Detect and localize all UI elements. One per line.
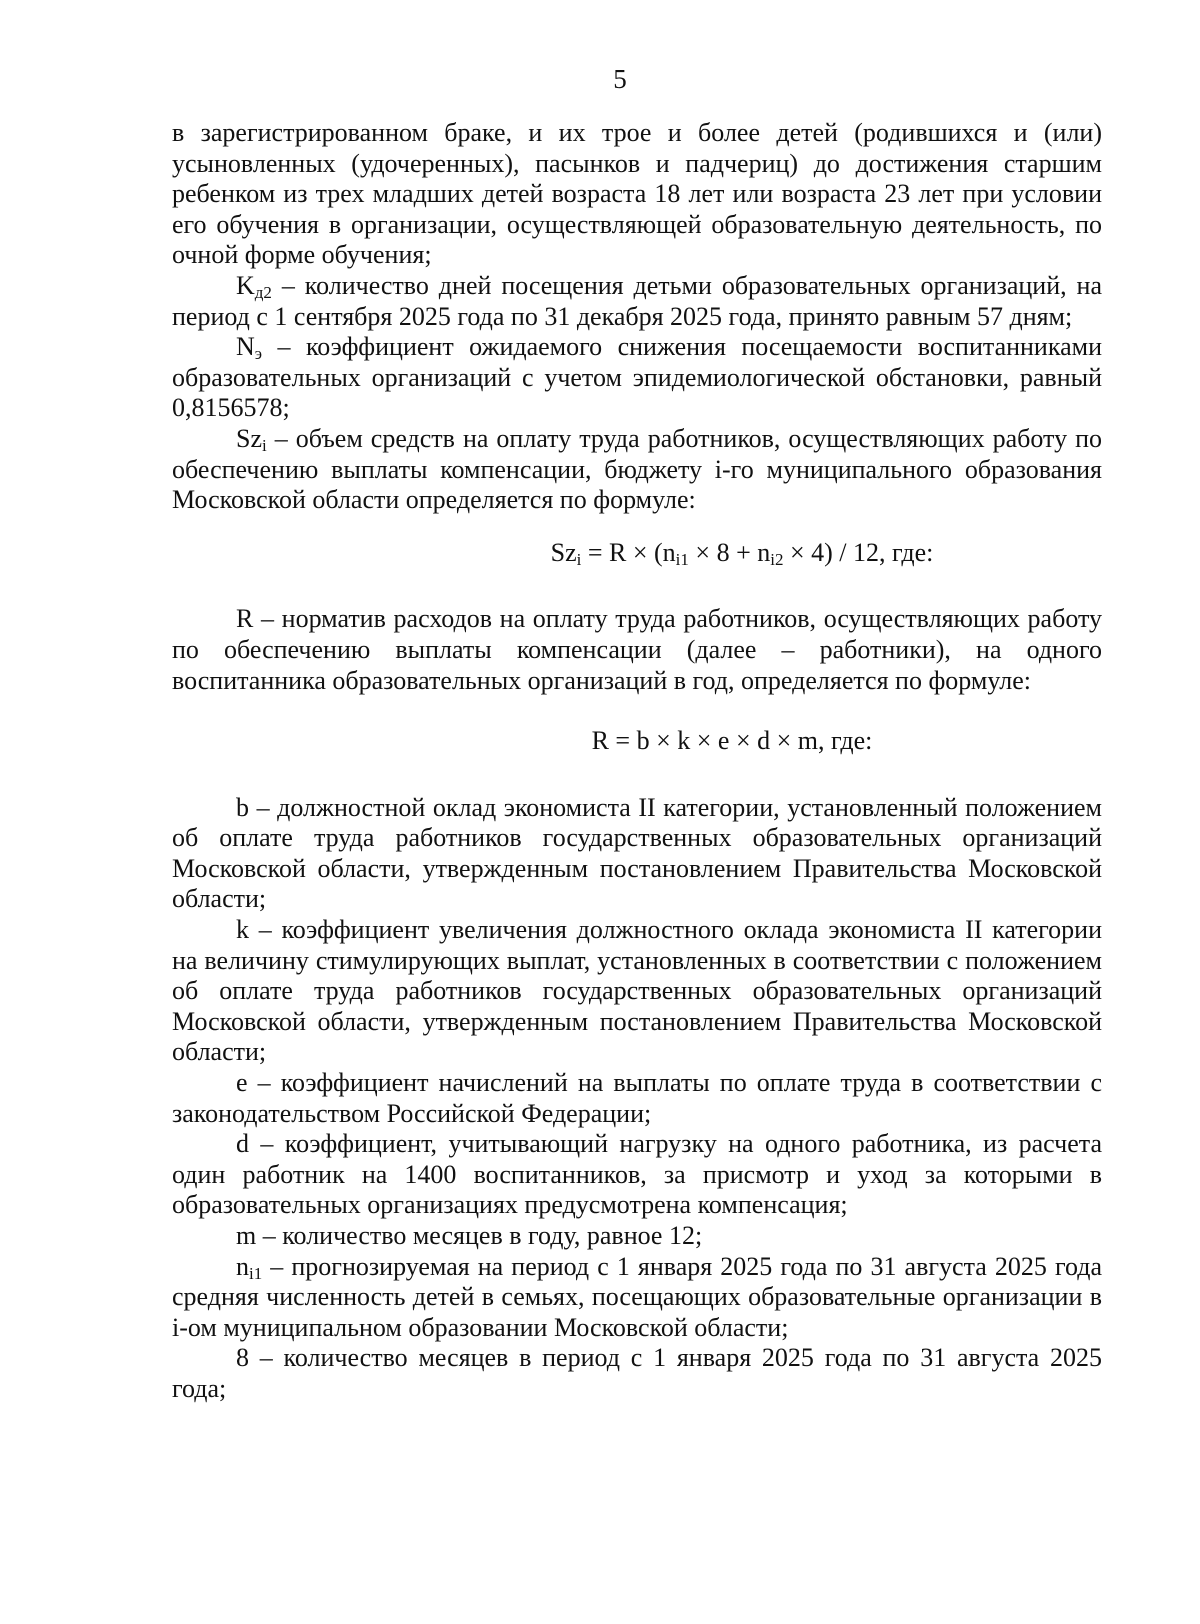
symbol-n-i1: n [236, 1251, 249, 1281]
formula-sz-part1: = R × (n [581, 537, 676, 567]
paragraph-k-d2-text: – количество дней посещения детьми образовательных организаций, на период с 1 сентября 2025 года по 31 декабря 2025 года, принято равным 57 дням; [172, 270, 1102, 331]
paragraph-8: 8 – количество месяцев в период с 1 января 2025 года по 31 августа 2025 года; [172, 1343, 1102, 1403]
paragraph-r: R – норматив расходов на оплату труда работников, осуществляющих работу по обеспечению выплаты компенсации (далее – работники), на одного воспитанника образовательных организаций в год, определяется по формуле: [172, 604, 1102, 695]
symbol-n: N [236, 332, 255, 362]
formula-sz-part2: × 8 + n [688, 537, 771, 567]
formula-sz-part3: × 4) / 12, где: [783, 537, 934, 567]
paragraph-b: b – должностной оклад экономиста II категории, установленный положением об оплате труда работников государственных образовательных организаций Московской области, утвержденным постановлением Правительства Московской области; [172, 792, 1102, 914]
paragraph-e: e – коэффициент начислений на выплаты по оплате труда в соответствии с законодательством Российской Федерации; [172, 1068, 1102, 1128]
symbol-sz: Sz [236, 423, 262, 453]
symbol-k: K [236, 270, 255, 300]
paragraph-sz-text: – объем средств на оплату труда работников, осуществляющих работу по обеспечению выплаты компенсации, бюджету i-го муниципального образования Московской области определяется по формуле: [172, 423, 1102, 515]
symbol-n-subscript: э [254, 344, 263, 364]
symbol-k-subscript: д2 [254, 282, 272, 302]
formula-r: R = b × k × e × d × m, где: [591, 726, 873, 756]
formula-sz-sub2: i2 [770, 549, 784, 569]
paragraph-n-e-text: – коэффициент ожидаемого снижения посещаемости воспитанниками образовательных организаций с учетом эпидемиологической обстановки, равный 0,8156578; [172, 332, 1102, 423]
paragraph-continuation: в зарегистрированном браке, и их трое и более детей (родившихся и (или) усыновленных (удочеренных), пасынков и падчериц) до достижения старшим ребенком из трех младших детей возраста 18 лет или возраста 23 лет при условии его обучения в организации, осуществляющей образовательную деятельность, по очной форме обучения; [172, 118, 1102, 270]
symbol-n-i1-subscript: i1 [249, 1263, 263, 1283]
symbol-sz-subscript: i [262, 435, 267, 455]
paragraph-sz [172, 424, 1102, 516]
formula-sz-lhs: Sz [550, 537, 577, 567]
paragraph-n-e [172, 332, 1102, 424]
page-number: 5 [613, 64, 627, 94]
formula-sz-sub1: i1 [675, 549, 689, 569]
paragraph-n-i1-text: – прогнозируемая на период с 1 января 2025 года по 31 августа 2025 года средняя численность детей в семьях, посещающих образовательные организации в i-ом муниципальном образовании Московской области; [172, 1251, 1102, 1342]
paragraph-k: k – коэффициент увеличения должностного оклада экономиста II категории на величину стимулирующих выплат, установленных в соответствии с положением об оплате труда работников государственных образовательных организаций Московской области, утвержденным постановлением Правительства Московской области; [172, 915, 1102, 1067]
paragraph-k-d2 [172, 271, 1102, 332]
document-body [172, 118, 1102, 1405]
paragraph-n-i1 [172, 1252, 1102, 1344]
formula-sz-lhs-subscript: i [576, 549, 582, 569]
paragraph-d: d – коэффициент, учитывающий нагрузку на одного работника, из расчета один работник на 1400 воспитанников, за присмотр и уход за которыми в образовательных организациях предусмотрена компенсация; [172, 1129, 1102, 1220]
paragraph-m: m – количество месяцев в году, равное 12; [236, 1221, 703, 1250]
formula-sz [172, 538, 1102, 569]
